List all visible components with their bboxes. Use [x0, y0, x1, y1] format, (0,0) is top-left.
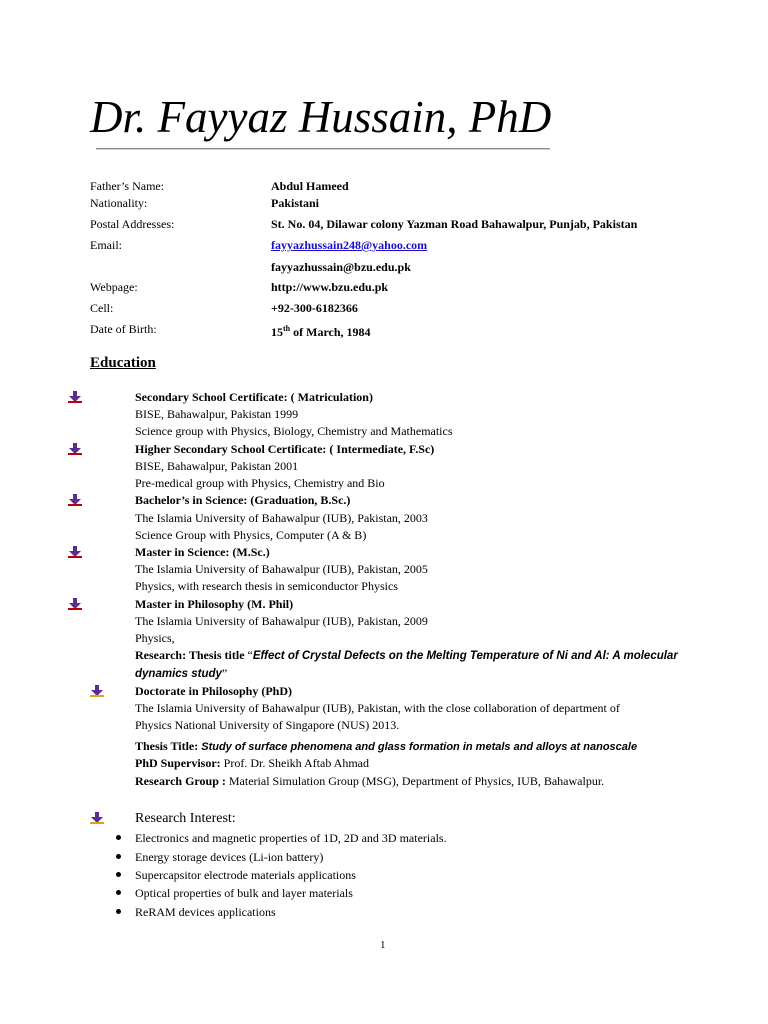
email-link[interactable]: fayyazhussain248@yahoo.com [271, 238, 428, 252]
dot-bullet-icon [116, 835, 121, 840]
value-postal-address: St. No. 04, Dilawar colony Yazman Road Bahawalpur, Punjab, Pakistan [271, 217, 638, 231]
value-email-secondary: fayyazhussain@bzu.edu.pk [271, 260, 411, 274]
phd-thesis-title: Thesis Title: Study of surface phenomena and glass formation in metals and alloys at nanoscale [135, 739, 638, 753]
dot-bullet-icon [116, 854, 121, 859]
edu-line: Science group with Physics, Biology, Chemistry and Mathematics [135, 424, 453, 438]
edu-line: The Islamia University of Bahawalpur (IUB), Pakistan, with the close collaboration of department of [135, 701, 620, 715]
arrow-bullet-icon [68, 391, 82, 403]
edu-line: Physics, with research thesis in semiconductor Physics [135, 579, 398, 593]
label-webpage: Webpage: [90, 280, 138, 294]
research-interest-item: Supercapsitor electrode materials applications [135, 868, 356, 882]
edu-line: The Islamia University of Bahawalpur (IUB), Pakistan, 2003 [135, 511, 428, 525]
edu-title-bsc: Bachelor’s in Science: (Graduation, B.Sc.) [135, 493, 351, 507]
value-cell: +92-300-6182366 [271, 301, 358, 315]
edu-line: Science Group with Physics, Computer (A & B) [135, 528, 367, 542]
mphil-research-title-cont: dynamics study” [135, 666, 228, 680]
label-nationality: Nationality: [90, 196, 148, 210]
arrow-bullet-icon [68, 546, 82, 558]
edu-line: Pre-medical group with Physics, Chemistry and Bio [135, 476, 385, 490]
edu-line: BISE, Bahawalpur, Pakistan 1999 [135, 407, 299, 421]
label-email: Email: [90, 238, 122, 252]
edu-line: BISE, Bahawalpur, Pakistan 2001 [135, 459, 299, 473]
research-interest-item: Optical properties of bulk and layer materials [135, 886, 353, 900]
edu-line: Physics National University of Singapore (NUS) 2013. [135, 718, 400, 732]
dot-bullet-icon [116, 872, 121, 877]
value-nationality: Pakistani [271, 196, 320, 210]
label-dob: Date of Birth: [90, 322, 157, 336]
arrow-bullet-icon [68, 598, 82, 610]
arrow-bullet-icon [68, 494, 82, 506]
edu-title-matric: Secondary School Certificate: ( Matriculation) [135, 390, 373, 404]
dot-bullet-icon [116, 909, 121, 914]
arrow-bullet-icon [90, 812, 104, 824]
research-interest-item: ReRAM devices applications [135, 905, 276, 919]
edu-line: Physics, [135, 631, 175, 645]
phd-supervisor: PhD Supervisor: Prof. Dr. Sheikh Aftab Ahmad [135, 756, 369, 770]
research-interest-item: Electronics and magnetic properties of 1D, 2D and 3D materials. [135, 831, 447, 845]
value-fathers-name: Abdul Hameed [271, 179, 349, 193]
mphil-research-title: Research: Thesis title “Effect of Crystal Defects on the Melting Temperature of Ni and Al: A molecular [135, 648, 678, 662]
edu-title-mphil: Master in Philosophy (M. Phil) [135, 597, 294, 611]
label-postal-address: Postal Addresses: [90, 217, 175, 231]
arrow-bullet-icon [68, 443, 82, 455]
title-divider [96, 148, 550, 150]
edu-line: The Islamia University of Bahawalpur (IUB), Pakistan, 2009 [135, 614, 428, 628]
value-webpage[interactable]: http://www.bzu.edu.pk [271, 280, 389, 294]
edu-title-phd: Doctorate in Philosophy (PhD) [135, 684, 292, 698]
dot-bullet-icon [116, 890, 121, 895]
label-fathers-name: Father’s Name: [90, 179, 165, 193]
phd-research-group: Research Group : Material Simulation Group (MSG), Department of Physics, IUB, Bahawalpur. [135, 774, 605, 788]
edu-line: The Islamia University of Bahawalpur (IUB), Pakistan, 2005 [135, 562, 428, 576]
research-interest-heading: Research Interest: [135, 811, 236, 826]
education-heading: Education [90, 355, 156, 371]
arrow-bullet-icon [90, 685, 104, 697]
research-interest-item: Energy storage devices (Li-ion battery) [135, 850, 324, 864]
value-dob: 15th of March, 1984 [271, 324, 371, 339]
page-number: 1 [380, 939, 386, 951]
page-title: Dr. Fayyaz Hussain, PhD [90, 92, 552, 142]
label-cell: Cell: [90, 301, 114, 315]
edu-title-msc: Master in Science: (M.Sc.) [135, 545, 270, 559]
edu-title-intermediate: Higher Secondary School Certificate: ( Intermediate, F.Sc) [135, 442, 435, 456]
